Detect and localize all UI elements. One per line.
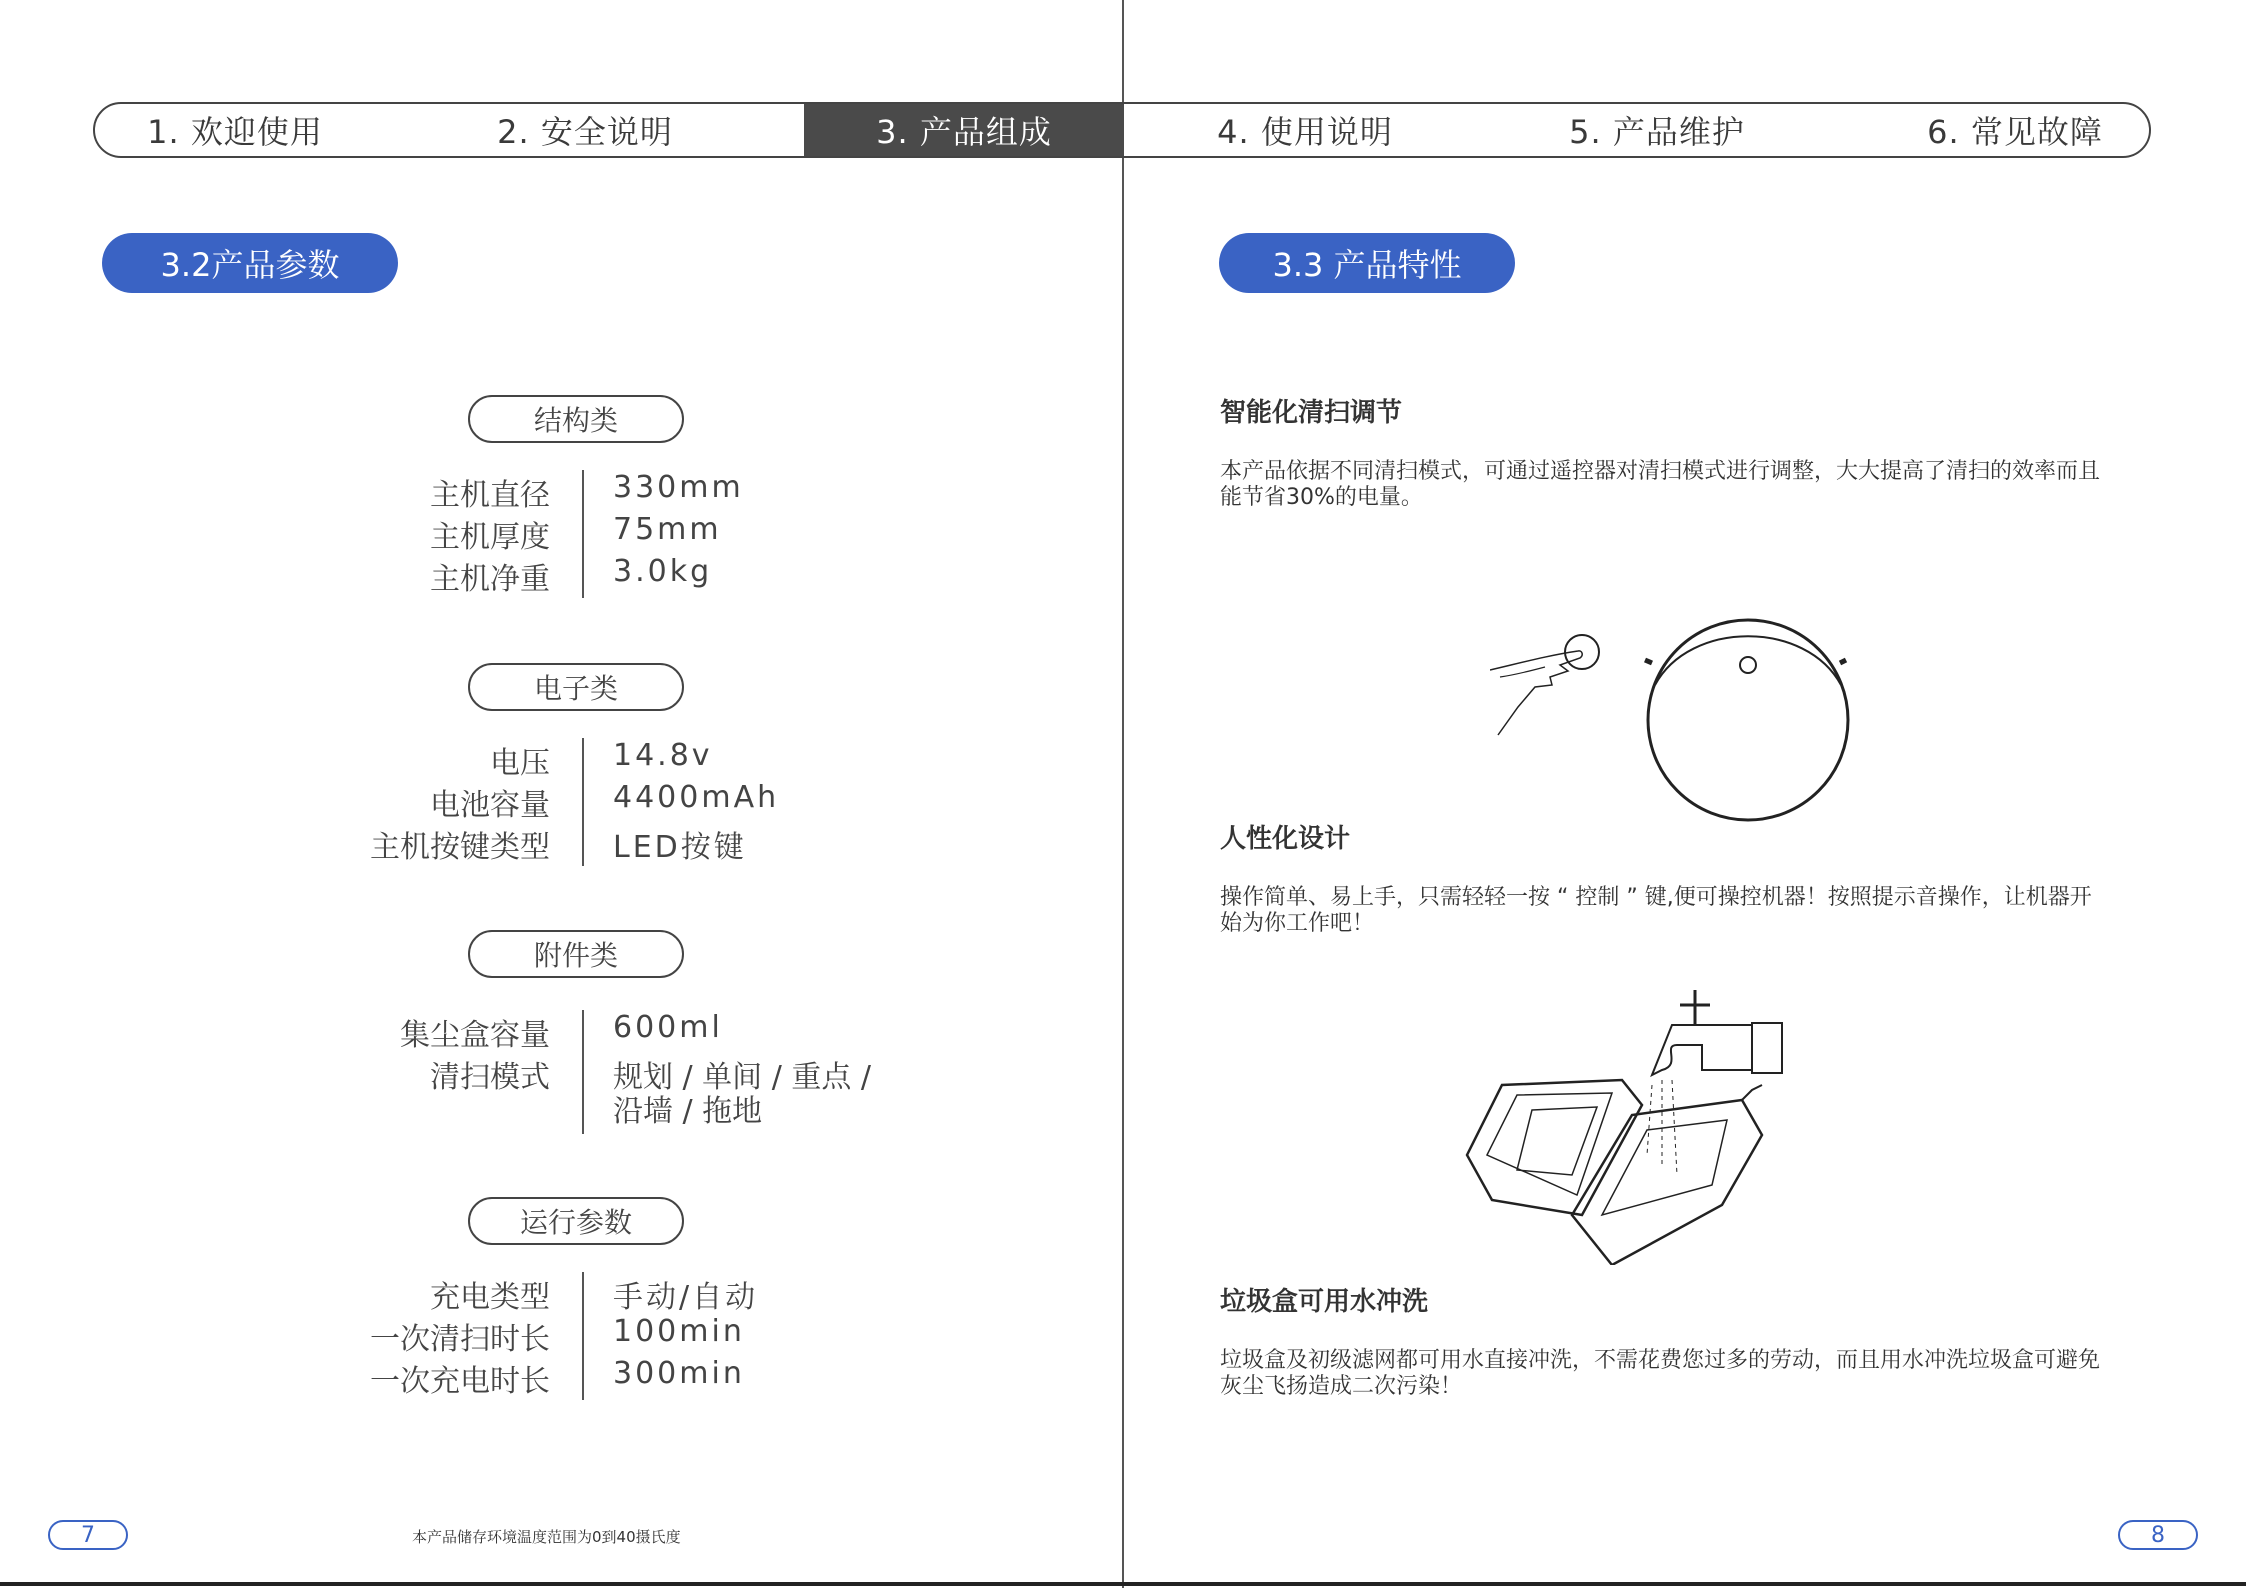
tab-welcome[interactable]: 1. 欢迎使用 (147, 113, 323, 151)
spec-row: 一次充电时长 300min (370, 1356, 745, 1399)
feature-body: 垃圾盒及初级滤网都可用水直接冲洗，不需花费您过多的劳动，而且用水冲洗垃圾盒可避免 灰尘飞扬造成二次污染！ (1220, 1348, 2101, 1399)
spec-row-continued: 沿墙 / 拖地 (613, 1094, 763, 1129)
category-structure: 结构类 (468, 395, 684, 443)
page-number-right: 8 (2118, 1520, 2198, 1550)
spec-group-operation (300, 1272, 1000, 1398)
tab-usage[interactable]: 4. 使用说明 (1217, 113, 1393, 151)
section-title-parameters: 3.2产品参数 (102, 233, 398, 293)
spec-row: 主机净重 3.0kg (430, 554, 713, 597)
feature-title: 人性化设计 (1220, 824, 1351, 854)
storage-temperature-note: 本产品储存环境温度范围为0到40摄氏度 (412, 1528, 681, 1546)
spec-row: 清扫模式 规划 / 单间 / 重点 / (430, 1060, 872, 1095)
feature-body: 本产品依据不同清扫模式，可通过遥控器对清扫模式进行调整，大大提高了清扫的效率而且 能节省30%的电量。 (1220, 459, 2101, 510)
robot-top-view (1648, 620, 1848, 820)
spec-row: 充电类型 手动/自动 (430, 1280, 759, 1315)
spec-row: 电池容量 4400mAh (430, 780, 780, 823)
spec-group-accessories (300, 1010, 1000, 1128)
page-fold (1122, 0, 1124, 1588)
spec-row: 集尘盒容量 600ml (400, 1010, 723, 1053)
category-electronics: 电子类 (468, 663, 684, 711)
tab-troubleshooting[interactable]: 6. 常见故障 (1927, 113, 2103, 151)
bottom-rule (0, 1582, 2246, 1586)
category-accessories: 附件类 (468, 930, 684, 978)
page-number-left: 7 (48, 1520, 128, 1550)
dustbin-washing-illustration (1462, 985, 1824, 1265)
robot-button-illustration (1490, 615, 1860, 825)
spec-row: 主机按键类型 LED按键 (370, 830, 747, 865)
tab-safety[interactable]: 2. 安全说明 (497, 113, 673, 151)
feature-title: 垃圾盒可用水冲洗 (1220, 1287, 1429, 1317)
spec-row: 一次清扫时长 100min (370, 1314, 745, 1357)
chapter-nav (93, 102, 2151, 158)
feature-title: 智能化清扫调节 (1220, 398, 1403, 428)
spec-group-electronics (300, 738, 1000, 864)
spec-group-structure (300, 470, 1000, 596)
feature-body: 操作简单、易上手，只需轻轻一按 “ 控制 ” 键,便可操控机器！按照提示音操作，让机器开 始为你工作吧！ (1220, 885, 2092, 936)
tab-product-composition[interactable]: 3. 产品组成 (804, 104, 1124, 156)
tab-maintenance[interactable]: 5. 产品维护 (1569, 113, 1745, 151)
spec-row: 主机直径 330mm (430, 470, 744, 513)
spec-row: 电压 14.8v (490, 738, 713, 781)
faucet-icon (1680, 990, 1710, 1025)
section-title-features: 3.3 产品特性 (1219, 233, 1515, 293)
category-operation: 运行参数 (468, 1197, 684, 1245)
spec-row: 主机厚度 75mm (430, 512, 722, 555)
